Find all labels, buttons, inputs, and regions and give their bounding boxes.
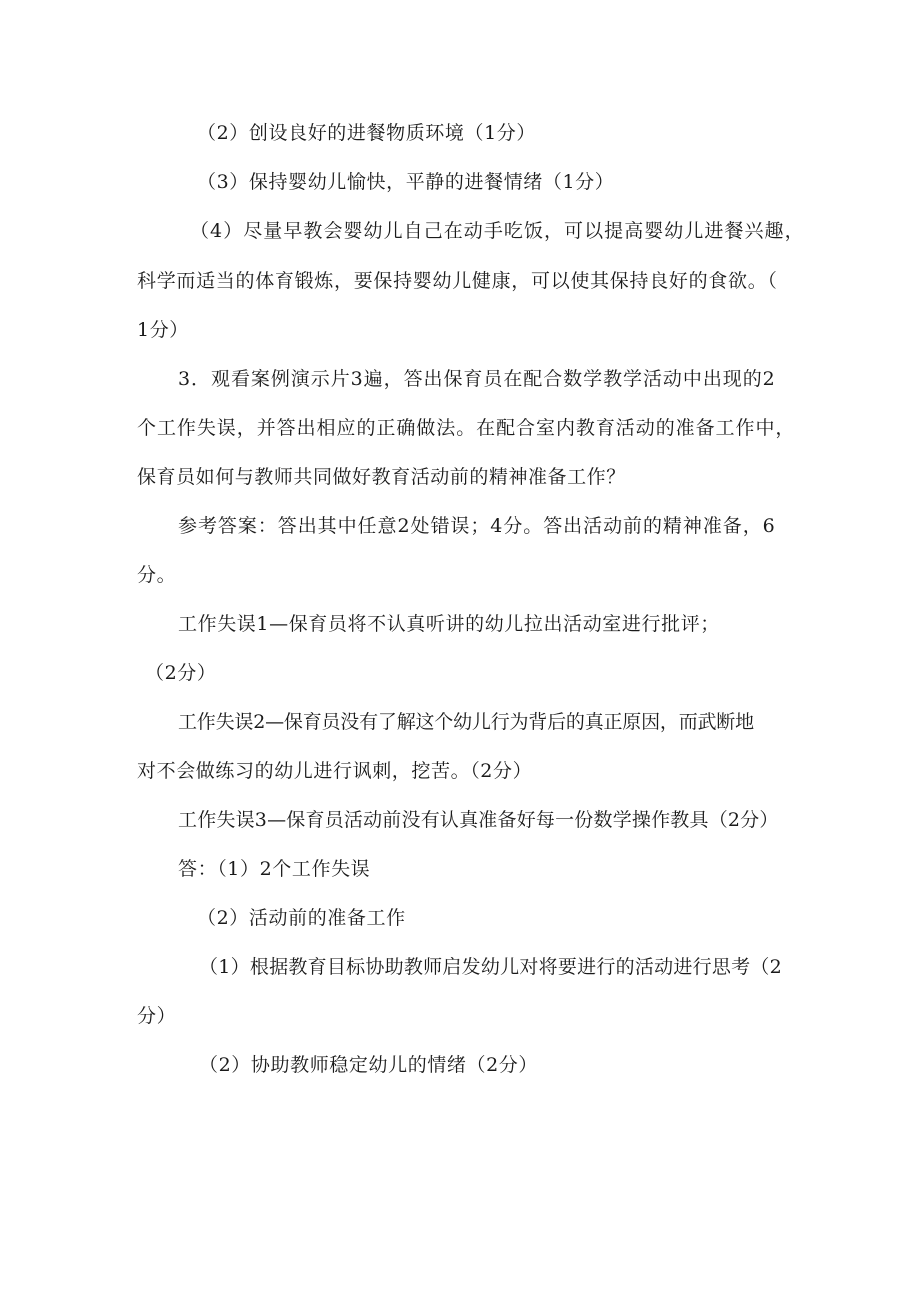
error-item: 工作失误3—保育员活动前没有认真准备好每一份数学操作教具（2分） [178, 809, 779, 831]
text-line: （1）根据教育目标协助教师启发幼儿对将要进行的活动进行思考（2 [199, 956, 782, 978]
text-line: 对不会做练习的幼儿进行讽刺，挖苦。（2分） [137, 760, 533, 782]
text-line: 保育员如何与教师共同做好教育活动前的精神准备工作？ [137, 466, 626, 488]
text-line: 1分） [137, 319, 189, 341]
answer-line: 答：（1）2个工作失误 [178, 858, 371, 880]
text-line: （4）尽量早教会婴幼儿自己在动手吃饭，可以提高婴幼儿进餐兴趣， [190, 220, 805, 242]
error-item: 工作失误2—保育员没有了解这个幼儿行为背后的真正原因，而武断地 [178, 711, 754, 733]
text-line: 科学而适当的体育锻炼，要保持婴幼儿健康，可以使其保持良好的食欲。（ [137, 270, 778, 292]
text-line: （2）协助教师稳定幼儿的情绪（2分） [199, 1054, 538, 1076]
text-line: （2分） [145, 662, 217, 684]
reference-answer: 参考答案：答出其中任意2处错误；4分。答出活动前的精神准备，6 [178, 515, 776, 537]
text-line: （2）活动前的准备工作 [197, 907, 406, 929]
text-line: 分） [137, 1005, 177, 1027]
text-line: 个工作失误，并答出相应的正确做法。在配合室内教育活动的准备工作中， [137, 417, 796, 439]
text-line: 分。 [137, 564, 177, 586]
text-line: （2）创设良好的进餐物质环境（1分） [197, 122, 536, 144]
error-item: 工作失误1—保育员将不认真听讲的幼儿拉出活动室进行批评； [178, 613, 720, 635]
question-heading: 3．观看案例演示片3遍，答出保育员在配合数学教学活动中出现的2 [178, 368, 776, 390]
text-line: （3）保持婴幼儿愉快，平静的进餐情绪（1分） [197, 171, 615, 193]
